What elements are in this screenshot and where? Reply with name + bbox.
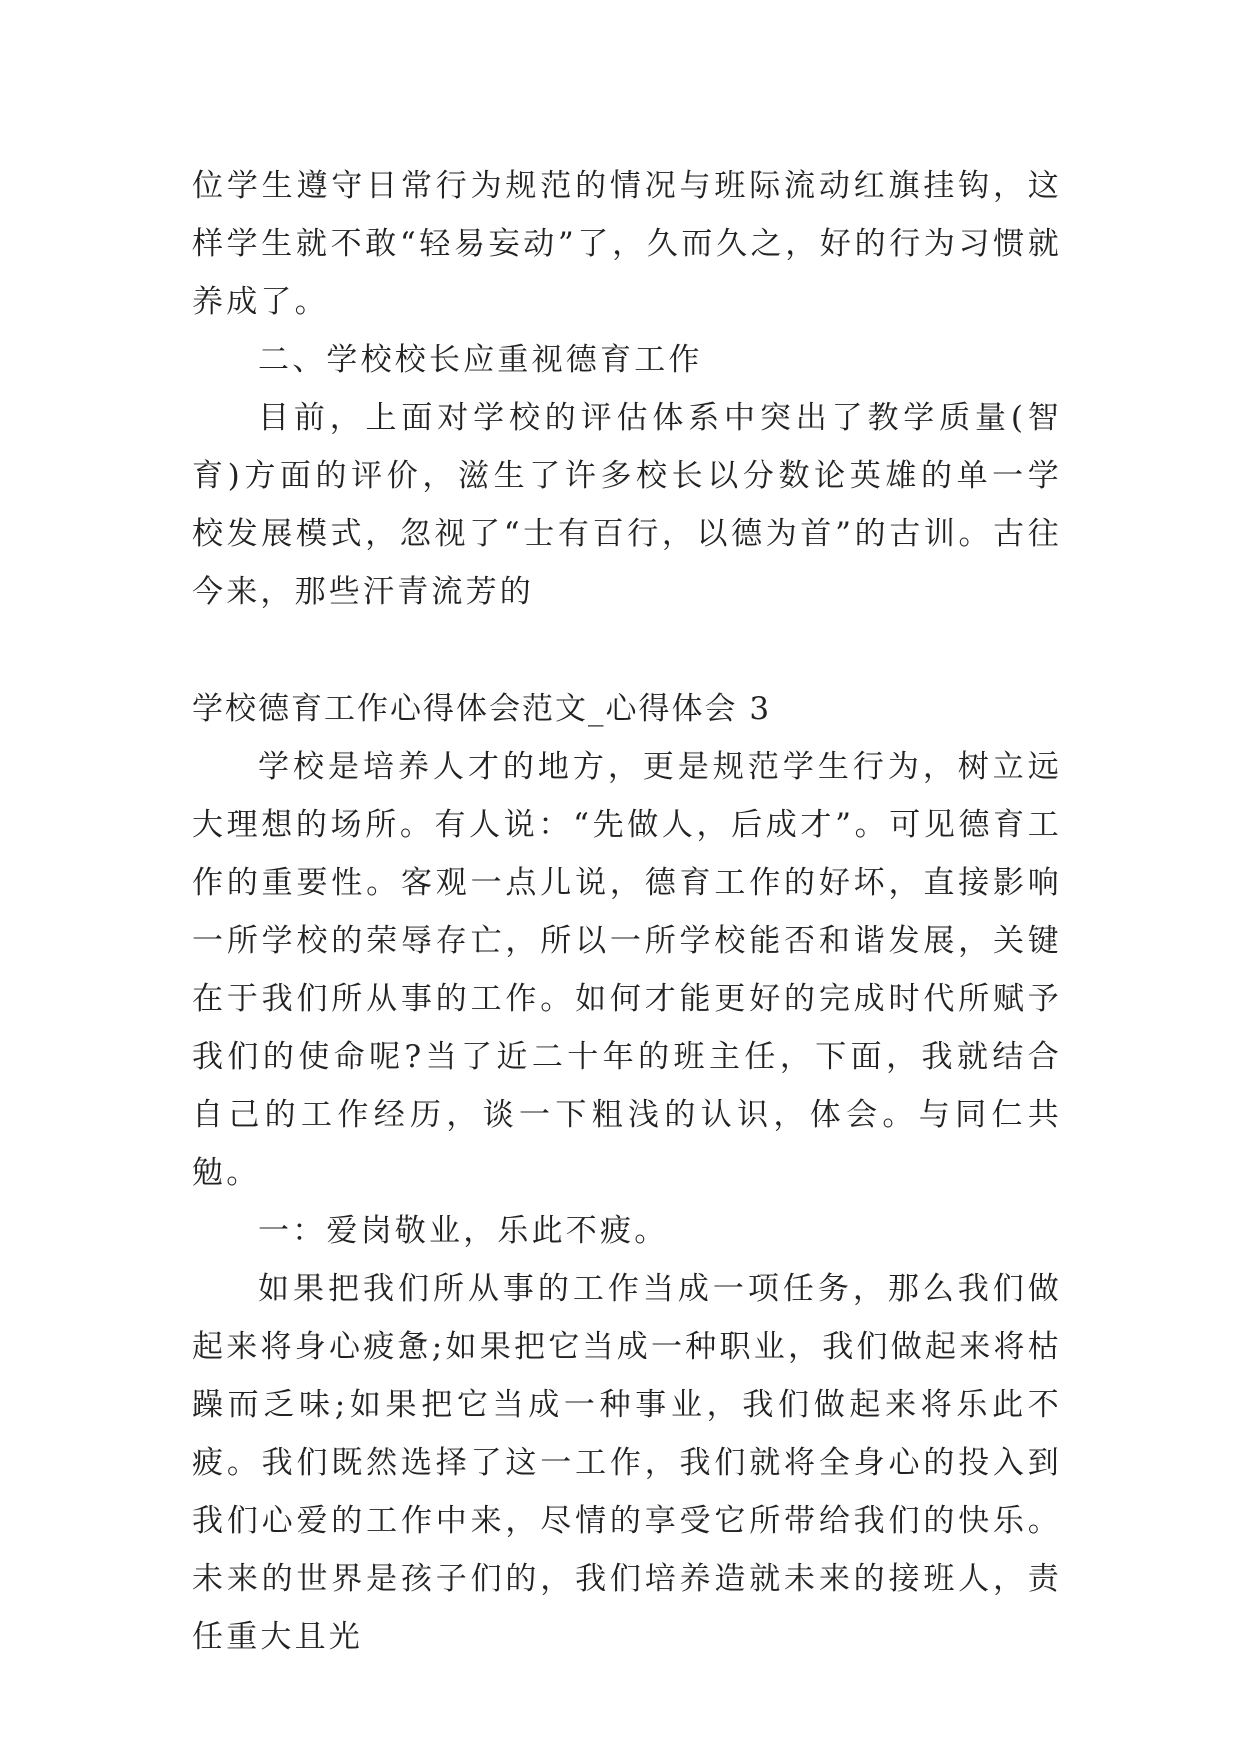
paragraph-dedication: 如果把我们所从事的工作当成一项任务，那么我们做起来将身心疲惫;如果把它当成一种职业，我们做起来将枯躁而乏味;如果把它当成一种事业，我们做起来将乐此不疲。我们既然选择了这一工作，我们就将全身心的投入到我们心爱的工作中来，尽情的享受它所带给我们的快乐。未来的世界是孩子们的，我们培养造就未来的接班人，责任重大且光	[192, 1271, 1062, 1655]
paragraph-intro: 学校是培养人才的地方，更是规范学生行为，树立远大理想的场所。有人说：“先做人，后成才”。可见德育工作的重要性。客观一点儿说，德育工作的好坏，直接影响一所学校的荣辱存亡，所以一所学校能否和谐发展，关键在于我们所从事的工作。如何才能更好的完成时代所赋予我们的使命呢?当了近二十年的班主任，下面，我就结合自己的工作经历，谈一下粗浅的认识，体会。与同仁共勉。	[192, 749, 1062, 1191]
article-title: 学校德育工作心得体会范文_心得体会 3	[192, 691, 772, 727]
paragraph-continuation: 位学生遵守日常行为规范的情况与班际流动红旗挂钩，这样学生就不敢“轻易妄动”了，久而久之，好的行为习惯就养成了。	[192, 168, 1062, 320]
section-top	[192, 157, 1062, 621]
section-heading-two: 二、学校校长应重视德育工作	[258, 342, 703, 378]
subheading-one: 一：爱岗敬业，乐此不疲。	[258, 1213, 669, 1249]
section-bottom	[192, 680, 1062, 1666]
paragraph-evaluation: 目前，上面对学校的评估体系中突出了教学质量(智育)方面的评价，滋生了许多校长以分数论英雄的单一学校发展模式，忽视了“士有百行，以德为首”的古训。古往今来，那些汗青流芳的	[192, 400, 1062, 610]
